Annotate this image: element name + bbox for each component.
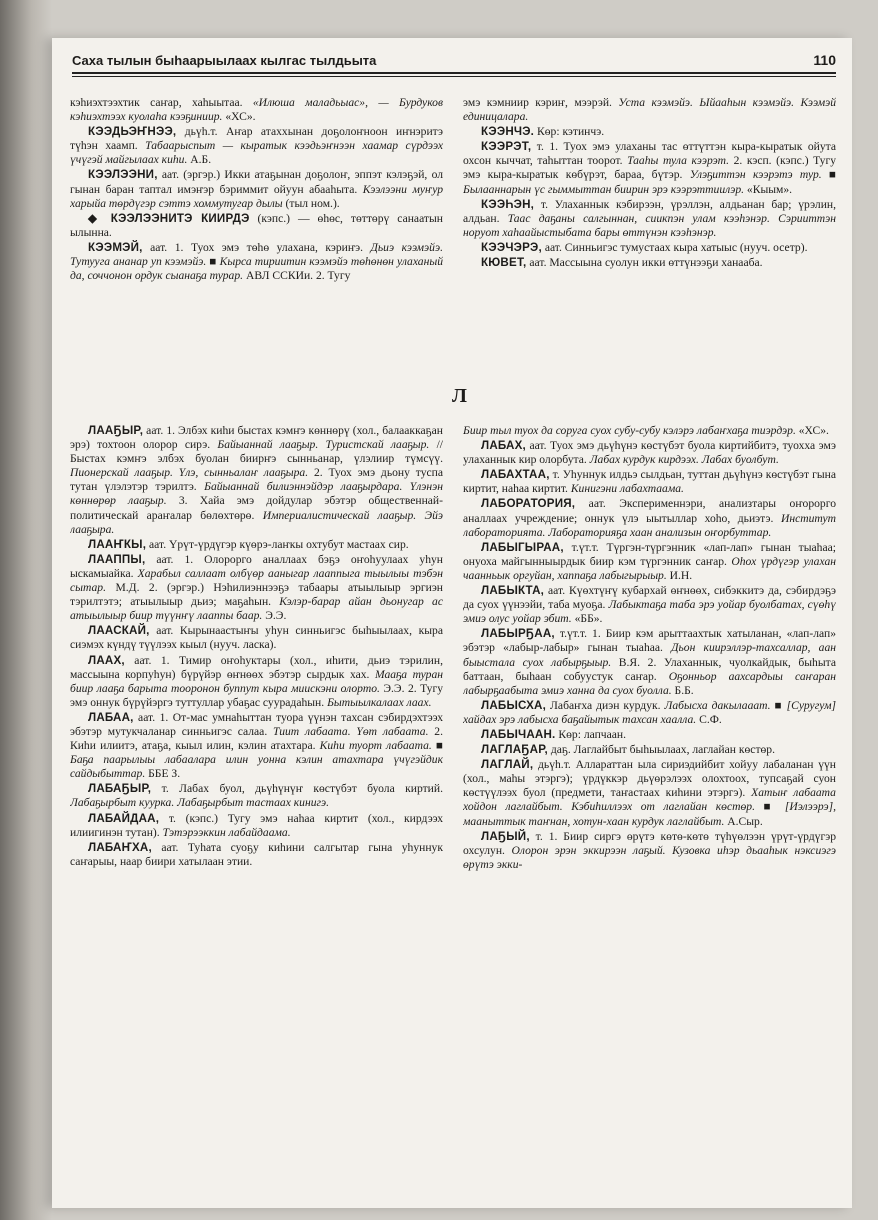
entry-headword: КЮВЕТ, — [481, 256, 527, 270]
dictionary-entry — [70, 241, 443, 283]
entry-definition: аат. 1. Элбэх киһи быстах кэмҥэ көннөрү (хол., балааккаҕан эрэ) тохтоон олорор сирэ. — [70, 424, 443, 452]
entry-example: Байыаннай билиэннэйдэр лааҕырдара. Үлэнэн көннөрөр лааҕыр. — [70, 480, 443, 508]
entry-definition: аат. Эксперименнэри, анализтары оҥорорго аналлаах учреждение; оннук үлэ ыытыллар хоһо, дьиэтэ. — [463, 497, 836, 525]
entry-headword: ЛААСКАЙ, — [88, 624, 150, 638]
entry-definition: ■ — [435, 739, 443, 753]
entry-definition: (кэпс.) — өһөс, төттөрү санаатын ылынна. — [70, 211, 443, 239]
entry-definition: аат. Үрүт-үрдүгэр күөрэ-лаҥкы охтубут мастаах сир. — [146, 537, 409, 551]
entry-example: Биир тыл туох да соруга суох субу-субу кэлэрэ лабаҥхаҕа тиэрдэр. — [463, 424, 799, 437]
entry-example: Оҕонньор аахсардыы саҥаран лабырҕаабыта эмиэ ханна да суох буолла. — [463, 669, 836, 697]
entry-definition: ■ — [763, 800, 785, 814]
entry-headword: КЭЭНЧЭ. — [481, 125, 535, 139]
entry-example: Баҕа паарылыы лабаалара илин уонна кэлин атахтара үчүгэйдик сайдыбыттар. — [70, 753, 443, 781]
entry-definition: «ХС». — [225, 110, 256, 124]
column-bottom-right — [463, 424, 836, 1204]
entry-example: Лабысха дакылааат. — [664, 698, 775, 712]
entry-definition: аат. Синньигэс тумустаах кыра хатыыс (нууч. осетр). — [541, 240, 808, 254]
dictionary-entry — [463, 140, 836, 196]
entry-definition: кэһиэхтээхтик саҥар, хаһыытаа. — [70, 96, 253, 109]
dictionary-entry — [70, 553, 443, 623]
column-top-right — [463, 96, 836, 386]
entry-headword: КЭЭРЭТ, — [481, 140, 532, 154]
entry-example: Байыаннай лааҕыр. Туристскай лааҕыр. — [217, 438, 437, 452]
entry-headword: ЛАБАХ, — [481, 439, 526, 453]
dictionary-entry — [463, 439, 836, 467]
entry-definition: аат. Массыына суолун икки өттүнээҕи ханааба. — [526, 256, 763, 270]
column-bottom-left — [70, 424, 443, 1204]
dictionary-entry — [463, 424, 836, 438]
entry-headword: ЛАБЫСХА, — [481, 698, 547, 712]
entry-definition: 2. кэсп. (кэпс.) Тугу эмэ кыра-кыратык көбүрэт, бараа, бүтэр. — [463, 154, 836, 182]
entry-definition: Э.Э. 2. Тугу эмэ оннук бүрүйэргэ туттуллар убаҕас суурадаһын. — [70, 681, 443, 709]
entry-definition: М.Д. 2. (эргэр.) Нэһилиэннээҕэ табаары атыылыыр эргиэн тэрилтэтэ; атыылыыр дьиэ; маҕаһын. — [70, 581, 443, 609]
entry-definition: Б.Б. — [674, 683, 694, 697]
entry-example: Бытыылкалаах лаах. — [327, 695, 432, 709]
entry-example: Пионерскай лааҕыр. Үлэ, сынньалаҥ лааҕыра. — [70, 466, 314, 480]
entry-headword: ЛАБЫЧААН. — [481, 727, 556, 741]
entry-definition: С.Ф. — [699, 712, 722, 726]
dictionary-entry — [463, 198, 836, 240]
dictionary-entry — [70, 125, 443, 167]
entry-definition: эмэ кэмниир кэриҥ, мээрэй. — [463, 96, 619, 109]
entry-example: Лабыктаҕа таба эрэ уойар буолбатах, сүөһү эмиэ олус уойар эбит. — [463, 598, 836, 626]
dictionary-entry — [70, 841, 443, 869]
entry-definition: ■ — [209, 255, 220, 269]
entry-definition: Көр: лапчаан. — [555, 727, 627, 741]
entry-definition: А.Сыр. — [727, 814, 763, 828]
entry-definition: аат. 1. От-мас умнаһыттан туора үүнэн тахсан сэбирдэхтээх эбэтэр мутукчаланар синньигэс салаа. — [70, 710, 443, 738]
book-gutter-shadow — [0, 0, 52, 1220]
entry-example: «Илюша маладьыас», — Бурдуков кэһиэхтээх куолаһа кээҕиниир. — [70, 96, 443, 124]
entry-headword: ЛАБЫКТА, — [481, 584, 545, 598]
entry-definition: аат. 1. Туох эмэ төһө улахана, кэриҥэ. — [142, 240, 371, 254]
entry-example: Институт лабораторията. Лабораторияҕа хаан анализын оҥорбуттар. — [463, 511, 836, 539]
entry-headword: ЛАБАЙДАА, — [88, 811, 160, 825]
entry-headword: ЛАГЛАҔАР, — [481, 743, 548, 757]
entry-example: Кэлэр-барар айан дьонугар ас атыылыыр биир түүнҥү лааппы баар. — [70, 595, 443, 623]
entry-headword: ◆ КЭЭЛЭЭНИТЭ КИИРДЭ — [88, 211, 250, 225]
entry-definition: дьүһ.т. Аллараттан ыла сириэдийбит хойуу лабаланан үүн (хол., маһы этэргэ); үрдүккэр дьүөрэлээх олохтоох, тупсаҕай суон көстүүлээх буол (предмети, таҥастаах киһини этэргэ). — [463, 758, 836, 800]
entry-headword: ЛААҔЫР, — [88, 424, 144, 437]
entry-definition: т.үт.т. Түргэн-түргэнник «лап-лап» гынан тыаһаа; онуоха майгынныырдык биир кэм түргэнник саҥар. — [463, 540, 836, 568]
entry-definition: 3. Хайа эмэ дойдулар эбэтэр общественнай-политическай араҥалар бөлөхтөрө. — [70, 494, 443, 522]
section-letter: Л — [452, 385, 467, 407]
dictionary-entry — [70, 812, 443, 840]
entry-definition: ■ — [829, 168, 836, 182]
dictionary-entry — [463, 584, 836, 626]
entry-definition: т.үт.т. 1. Биир кэм арыттаахтык хатыланан, «лап-лап» эбэтэр «лабыр-лабыр» гынан тыаһаа. — [463, 627, 836, 655]
dictionary-entry — [463, 830, 836, 872]
entry-headword: КЭЭЧЭРЭ, — [481, 240, 542, 254]
entry-definition: т. Уһуннук илдьэ сылдьан, туттан дьүһүнэ көстүбэт гына киртит, наһаа киртит. — [463, 468, 836, 496]
entry-headword: ЛАБЫРҔАА, — [481, 627, 555, 641]
entry-headword: ЛАБАҔЫР, — [88, 782, 152, 796]
page-number: 110 — [813, 52, 836, 68]
entry-definition: аат. Кырынаастыҥы уһун синньигэс быһыылаах, кыра сиэмэх күндү түүлээх кыыл (нууч. ласка). — [70, 624, 443, 652]
entry-example: [Суругум] хайдах эрэ лабысха баҕайытык тахсан хаалла. — [463, 698, 836, 726]
entry-example: Тэтэрээккин лабайдаама. — [162, 825, 291, 839]
dictionary-entry — [463, 241, 836, 255]
entry-example: Табаарыспыт — кыратык кээдьэҥнээн хаамар сүрдээх үчүгэй майгылаах киһи. — [70, 139, 443, 167]
entry-definition: т. Улаханнык кэбирээн, үрэллэн, алдьанан бар; үрэлин, алдьан. — [463, 197, 836, 225]
entry-example: Тааһы тула кээрэт. — [627, 154, 734, 168]
entry-definition: В.Я. 2. Улаханнык, чуолкайдык, быһыта баттаан, быһаан собуустук саҥар. — [463, 655, 836, 683]
dictionary-entry — [463, 743, 836, 757]
running-header — [72, 52, 836, 74]
entry-example: Тиит лабаата. Үөт лабаата. — [273, 724, 435, 738]
entry-headword: КЭЭДЬЭҤНЭЭ, — [88, 125, 177, 139]
entry-example: Кырса тириитин кээмэйэ төһөнөн улаханый да, соччонон ордук сыанаҕа турар. — [70, 255, 443, 283]
entry-example: Уста кээмэйэ. Ыйааһын кээмэйэ. Кээмэй единицалара. — [463, 96, 836, 124]
entry-definition: Лабаҥха диэн курдук. — [546, 698, 665, 712]
entry-definition: аат. (эргэр.) Икки атаҕынан доҕолоҥ, эппэт кэлэҕэй, ол гынан баран таптал имэҥэр бэриммит ойуун абааһыта. — [70, 168, 443, 196]
entry-headword: ЛАБОРАТОРИЯ, — [481, 497, 576, 511]
entry-definition: т. Лабах буол, дьүһүнүҥ көстүбэт буола киртий. — [151, 782, 443, 796]
entry-example: Таас даҕаны салгыннан, сиикпэн улам кээһэнэр. Сэрииттэн норуот хаһаайыстыбата бары өттүнэн кээһэнэр. — [463, 211, 836, 239]
entry-definition: «ХС». — [798, 424, 829, 437]
entry-definition: АВЛ ССКИи. 2. Тугу — [245, 269, 351, 283]
entry-definition: А.Б. — [190, 153, 212, 167]
header-rule — [72, 76, 836, 77]
entry-definition: // Быстах кэмҥэ элбэх буолан биирҥэ сынньанар, үлэлиир түмсүү. — [70, 438, 443, 466]
dictionary-entry — [70, 168, 443, 210]
dictionary-entry — [70, 96, 443, 124]
entry-definition: т. (кэпс.) Тугу эмэ наһаа киртит (хол., кирдээх илиигинэн тутан). — [70, 811, 443, 839]
entry-definition: «ББ». — [574, 612, 603, 626]
dictionary-entry — [70, 424, 443, 537]
entry-definition: И.Н. — [669, 568, 693, 582]
dictionary-entry — [70, 711, 443, 781]
entry-definition: аат. Туох эмэ дьүһүнэ көстүбэт буола киртийбитэ, туохха эмэ улаханнык кир олорбута. — [463, 439, 836, 467]
entry-headword: ЛААХ, — [88, 653, 125, 667]
dictionary-entry — [463, 497, 836, 539]
dictionary-entry — [463, 728, 836, 742]
entry-example: Киһи туорт лабаата. — [319, 739, 436, 753]
entry-headword: ЛАБАҤХА, — [88, 840, 152, 854]
entry-definition: «Кыым». — [746, 182, 793, 196]
dictionary-entry — [70, 782, 443, 810]
entry-example: Олорон эрэн эккирээн лаҕый. Кузовка иһэр дьааһык нэксиэгэ өрүтэ экки- — [463, 843, 836, 871]
entry-example: Дьиэ кээмэйэ. Тутууга ананар уп кээмэйэ. — [70, 240, 443, 269]
entry-headword: ЛАБЫГЫРАА, — [481, 540, 564, 554]
entry-definition: т. 1. Биир сиргэ өрүтэ көтө-көтө түһүөлээн үрүт-үрдүгэр охсулун. — [463, 829, 836, 857]
entry-headword: ЛАБАА, — [88, 710, 134, 724]
dictionary-entry — [463, 541, 836, 583]
entry-example: Дьон киирэллэр-тахсаллар, аан быыстала суох лабырҕыыр. — [463, 641, 836, 669]
entry-definition: Э.Э. — [265, 609, 287, 623]
entry-example: Хатыҥ лабаата хойдон лаглайбыт. Кэбиһиллээх от лаглайан көстөр. — [463, 786, 836, 814]
entry-definition: Көр: кэтинчэ. — [534, 125, 605, 139]
dictionary-entry — [463, 758, 836, 828]
dictionary-entry — [463, 96, 836, 124]
dictionary-entry — [463, 699, 836, 727]
entry-example: Империалистическай лааҕыр. Эйэ лааҕыра. — [70, 508, 443, 536]
entry-headword: ЛААППЫ, — [88, 552, 146, 566]
entry-headword: ЛААҤКЫ, — [88, 537, 147, 551]
entry-definition: т. 1. Туох эмэ улаханы тас өттүттэн кыра-кыратык ойута охсон кыччат, таһыттан тоорот. — [463, 140, 836, 168]
entry-headword: ЛАГЛАЙ, — [481, 758, 534, 772]
entry-definition: даҕ. Лаглайбыт быһыылаах, лаглайан көстөр. — [547, 743, 775, 757]
entry-headword: КЭЭҺЭН, — [481, 197, 535, 211]
dictionary-entry — [70, 624, 443, 652]
dictionary-entry — [463, 468, 836, 496]
running-title: Саха тылын быһаарыылаах кылгас тылдьыта — [72, 53, 377, 68]
dictionary-entry — [463, 256, 836, 270]
entry-example: Кинигэни лабахтаама. — [570, 482, 684, 496]
entry-example: Улэҕиттэн кээрэтэ тур. — [689, 168, 829, 182]
entry-definition: (тыл ном.). — [285, 196, 340, 210]
dictionary-entry — [70, 212, 443, 240]
column-top-left — [70, 96, 443, 386]
entry-example: Харабыл саллаат олбүөр ааныгар лааппыга тыылыы тэбэн сытар. — [70, 566, 443, 595]
entry-definition: ■ — [774, 698, 787, 712]
entry-definition: ББЕ З. — [148, 767, 181, 781]
dictionary-entry — [70, 654, 443, 710]
entry-headword: ЛАҔЫЙ, — [481, 829, 530, 843]
dictionary-entry — [463, 125, 836, 139]
entry-definition: 2. Киһи илиитэ, атаҕа, кыыл илин, кэлин атахтара. — [70, 724, 443, 753]
entry-definition: аат. 1. Тимир оҥоһуктары (хол., иһити, дьиэ тэрилин, массыына корпуһун) бүрүйэр өҥнөөх эбэтэр сырдык хах. — [70, 653, 443, 681]
entry-definition: дьүһ.т. Аҥар атаххынан доҕолоҥноон иҥнэритэ түһэн хаамп. — [70, 125, 443, 153]
entry-headword: КЭЭЛЭЭНИ, — [88, 168, 158, 182]
entry-example: Мааҕа туран биир лааҕа барыта тооронон буппут кыра миискэни олорто. — [70, 667, 443, 695]
entry-headword: КЭЭМЭЙ, — [88, 240, 143, 254]
entry-definition: аат. Туһата суоҕу киһини салгытар гына уһуннук саҥарыы, наар биири хатылаан этии. — [70, 840, 443, 868]
entry-example: Оһох үрдүгэр улахан чаанньык оргуйан, хаппаҕа лабыгырыыр. — [463, 554, 836, 582]
dictionary-entry — [70, 538, 443, 552]
entry-example: Былааннарын үс гыммыттан биирин эрэ кээрэттиилэр. — [463, 182, 747, 196]
dictionary-entry — [463, 627, 836, 697]
entry-example: Кээлээни муҥур харыйа төрдүгэр сэттэ хоммутугар дылы — [70, 182, 443, 210]
entry-definition: аат. Күөхтүҥү кубархай өҥнөөх, сибэккитэ да, сэбирдэҕэ да суох үүнээйи, таба муоҕа. — [463, 584, 836, 612]
entry-definition: аат. 1. Олорорго аналлаах бэҕэ оҥоһуулаах уһун ыскамыайка. — [70, 552, 443, 580]
entry-definition: 2. Туох эмэ дьону туспа тутан үлэлэтэр тэрилтэ. — [70, 466, 443, 494]
entry-example: [Иэлээрэ], мааныттык таҥнан, хотун-хаан курдук лаглайбыт. — [463, 800, 836, 828]
entry-example: Лабаҕырбыт куурка. Лабаҕырбыт тастаах кинигэ. — [70, 796, 330, 810]
dictionary-page — [52, 38, 852, 1208]
entry-headword: ЛАБАХТАА, — [481, 468, 550, 482]
entry-example: Лабах курдук кирдээх. Лабах буолбут. — [589, 453, 779, 467]
